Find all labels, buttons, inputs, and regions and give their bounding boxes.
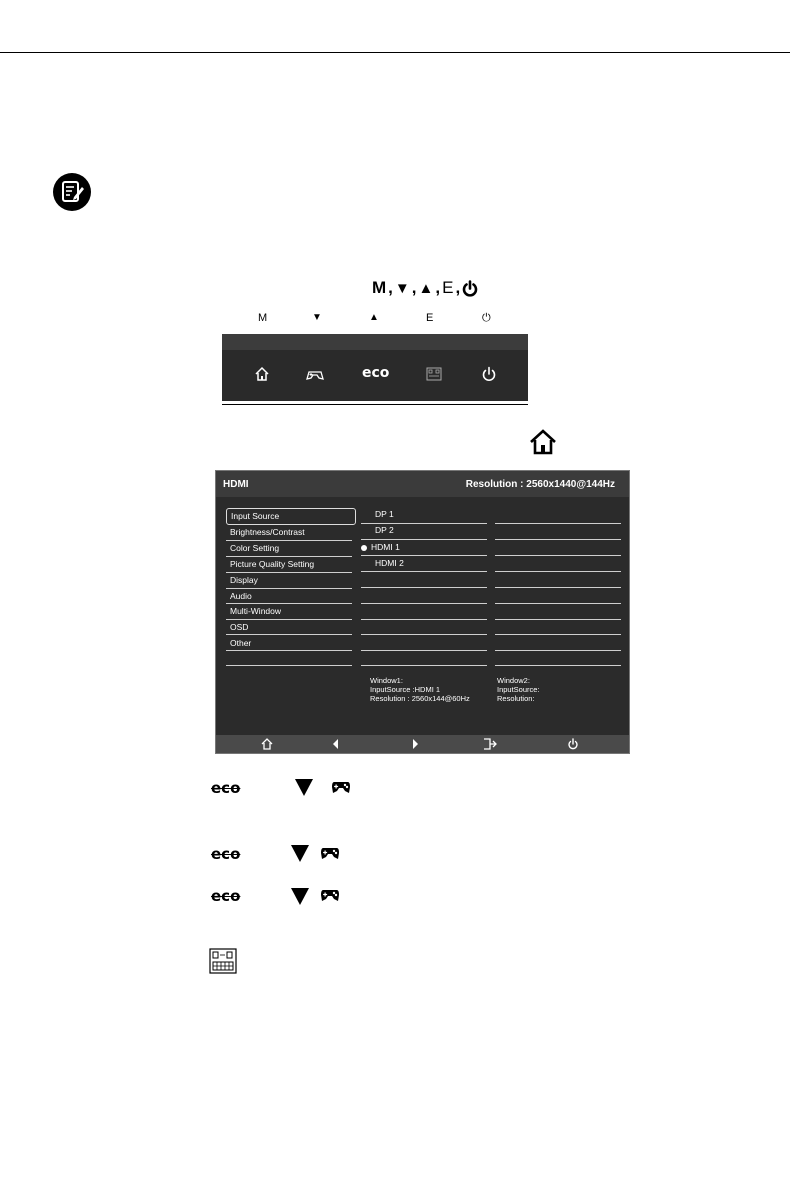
menu-item-color-setting[interactable]: Color Setting <box>230 543 280 553</box>
gamepad-icon <box>331 779 351 795</box>
divider <box>495 634 621 635</box>
menu-item-brightness-contrast[interactable]: Brightness/Contrast <box>230 527 305 537</box>
divider <box>495 650 621 651</box>
option-dp2[interactable]: DP 2 <box>375 525 394 535</box>
separator: , <box>435 278 441 297</box>
window1-resolution: Resolution : 2560x144@60Hz <box>370 694 470 703</box>
gamepad-icon[interactable] <box>306 366 326 386</box>
window2-input: InputSource: <box>497 685 540 694</box>
divider <box>361 555 487 556</box>
divider <box>226 619 352 620</box>
osd-resolution: Resolution : 2560x1440@144Hz <box>465 479 615 490</box>
divider <box>361 571 487 572</box>
key-up: ▲ <box>418 279 434 297</box>
window2-title: Window2: <box>497 676 530 685</box>
divider <box>361 603 487 604</box>
home-icon <box>529 428 557 456</box>
power-button-icon[interactable] <box>481 366 501 386</box>
label-down: ▼ <box>312 312 322 323</box>
window1-info <box>370 676 470 703</box>
separator: , <box>455 278 461 297</box>
eco-label: eco <box>362 365 390 381</box>
mode-icon <box>209 948 237 974</box>
menu-item-osd[interactable]: OSD <box>230 622 249 632</box>
home-icon[interactable] <box>261 738 273 750</box>
label-m: M <box>258 312 268 324</box>
divider <box>226 603 352 604</box>
divider <box>495 571 621 572</box>
gamepad-icon <box>320 845 340 861</box>
eco-icon: eco <box>211 779 241 797</box>
divider <box>226 588 352 589</box>
divider <box>495 539 621 540</box>
left-arrow-icon[interactable] <box>330 738 342 750</box>
gamepad-icon <box>320 887 340 903</box>
divider <box>361 539 487 540</box>
eco-icon: eco <box>211 845 241 863</box>
divider <box>361 650 487 651</box>
panel-underline <box>222 404 528 405</box>
osd-footer <box>216 735 629 753</box>
osd-header <box>216 471 629 497</box>
menu-item-other[interactable]: Other <box>230 638 252 648</box>
divider <box>226 650 352 651</box>
divider <box>495 587 621 588</box>
window1-title: Window1: <box>370 676 403 685</box>
key-list <box>372 278 478 298</box>
home-icon[interactable] <box>254 366 274 386</box>
divider <box>226 634 352 635</box>
window2-info <box>497 676 540 703</box>
divider <box>226 572 352 573</box>
window1-input: InputSource :HDMI 1 <box>370 685 441 694</box>
power-icon[interactable] <box>567 738 579 750</box>
eco-icon[interactable] <box>362 365 394 385</box>
divider <box>226 540 352 541</box>
osd-menu <box>215 470 630 754</box>
osd-source: HDMI <box>223 479 249 490</box>
menu-item-multi-window[interactable]: Multi-Window <box>230 606 282 616</box>
divider <box>361 619 487 620</box>
window2-resolution: Resolution: <box>497 694 535 703</box>
key-e: E <box>442 278 454 297</box>
down-triangle-icon <box>294 777 314 797</box>
note-icon <box>52 172 92 212</box>
option-hdmi2[interactable]: HDMI 2 <box>375 558 404 568</box>
divider <box>495 555 621 556</box>
menu-item-picture-quality[interactable]: Picture Quality Setting <box>230 559 315 569</box>
label-power: ⏻ <box>482 312 491 324</box>
top-rule <box>0 52 790 53</box>
separator: , <box>388 278 393 297</box>
menu-item-input-source[interactable]: Input Source <box>226 508 356 525</box>
eco-icon: eco <box>211 887 241 905</box>
selected-dot-icon <box>361 545 367 551</box>
key-down: ▼ <box>394 279 410 297</box>
separator: , <box>411 278 417 297</box>
divider <box>495 665 621 666</box>
option-hdmi1[interactable]: HDMI 1 <box>361 540 489 555</box>
exit-icon[interactable] <box>483 738 495 750</box>
button-panel <box>222 334 528 401</box>
label-e: E <box>426 312 434 324</box>
divider <box>495 603 621 604</box>
divider <box>226 665 352 666</box>
divider <box>495 523 621 524</box>
menu-item-display[interactable]: Display <box>230 575 258 585</box>
label-up: ▲ <box>369 312 379 323</box>
key-m: M <box>372 278 387 297</box>
divider <box>361 523 487 524</box>
divider <box>361 665 487 666</box>
down-triangle-icon <box>290 843 310 863</box>
divider <box>361 587 487 588</box>
menu-item-audio[interactable]: Audio <box>230 591 252 601</box>
mode-icon[interactable] <box>426 366 446 386</box>
divider <box>226 556 352 557</box>
option-dp1[interactable]: DP 1 <box>375 509 394 519</box>
divider <box>361 634 487 635</box>
panel-top-strip <box>222 334 528 350</box>
right-arrow-icon[interactable] <box>409 738 421 750</box>
power-icon <box>462 280 478 297</box>
divider <box>495 619 621 620</box>
down-triangle-icon <box>290 886 310 906</box>
button-labels <box>222 312 528 328</box>
